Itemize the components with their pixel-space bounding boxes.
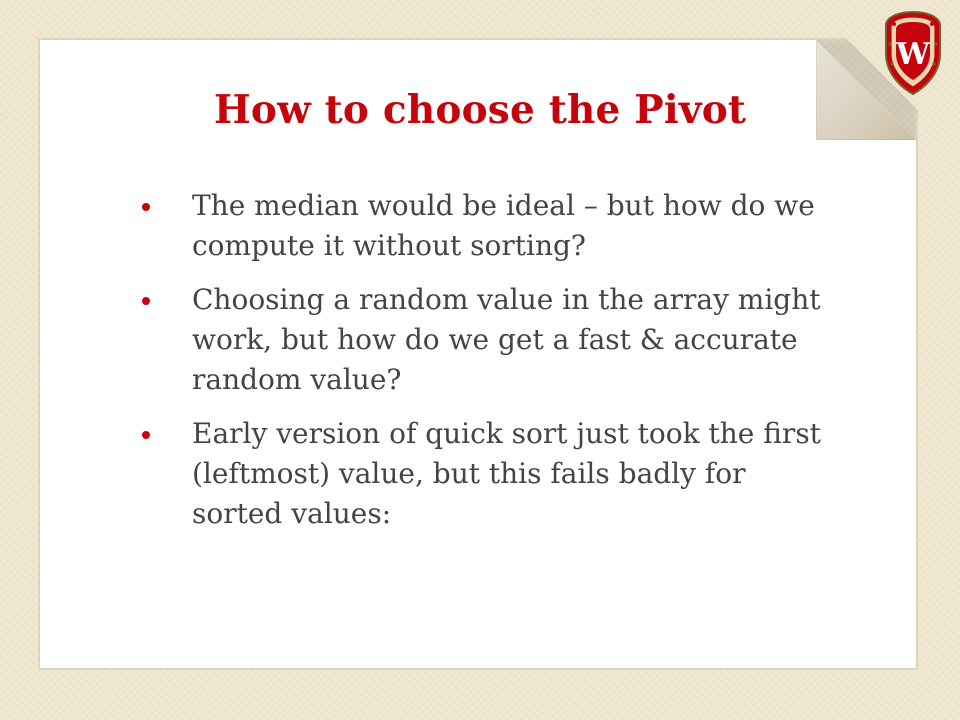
bullet-item — [142, 280, 832, 400]
bullet-text: The median would be ideal – but how do we compute it without sorting? — [192, 189, 815, 262]
bullet-text: Choosing a random value in the array might work, but how do we get a fast & accurate random value? — [192, 283, 821, 396]
slide-title: How to choose the Pivot — [213, 87, 747, 133]
university-crest-icon — [878, 8, 948, 98]
bullet-dot-icon — [142, 431, 150, 439]
bullet-dot-icon — [142, 203, 150, 211]
bullet-dot-icon — [142, 297, 150, 305]
bullet-item — [142, 186, 832, 266]
bullet-list — [142, 186, 832, 548]
bullet-item — [142, 414, 832, 534]
crest-letter: W — [896, 37, 930, 72]
bullet-text: Early version of quick sort just took the first (leftmost) value, but this fails badly for sorted values: — [192, 417, 821, 530]
